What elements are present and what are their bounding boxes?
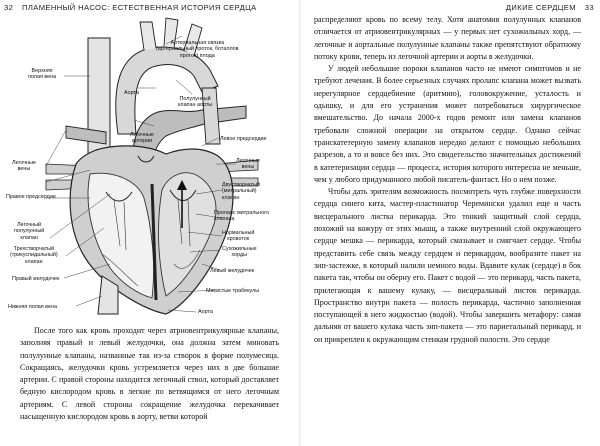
left-running-head-title: ПЛАМЕННЫЙ НАСОС: ЕСТЕСТВЕННАЯ ИСТОРИЯ СЕРДЦА <box>22 3 257 12</box>
label-superior-vena-cava: Верхняя полая вена <box>28 68 57 81</box>
label-tricuspid-valve: Трехстворчатый (трикуспидальный) клапан <box>10 246 58 265</box>
label-pulmonary-veins-left: Легочные вены <box>12 160 36 173</box>
label-mitral-valve-prolapse: Пролапс митрального клапана <box>214 210 269 223</box>
label-chordae-tendineae: Сухожильные хорды <box>222 246 257 259</box>
label-trabeculae: Мясистые трабекулы <box>206 288 260 294</box>
label-left-atrium: Левое предсердие <box>220 136 267 142</box>
label-aortic-semilunar-valve: Полулунный клапан аорты <box>178 96 213 109</box>
right-running-head-title: ДИКИЕ СЕРДЦЕМ <box>505 3 576 12</box>
right-body-text <box>314 14 581 346</box>
label-right-ventricle: Правый желудочек <box>12 276 60 282</box>
label-pulmonary-valve: Легочный полулунный клапан <box>14 222 45 241</box>
label-pulmonary-arteries: Легочные артерии <box>130 132 154 145</box>
label-aorta-top: Аорта <box>124 90 139 96</box>
label-left-ventricle: Левый желудочек <box>210 268 255 274</box>
label-normal-blood-flow: Нормальный кровоток <box>222 230 255 243</box>
right-page <box>300 0 600 446</box>
label-aorta-bottom: Аорта <box>198 309 213 315</box>
right-paragraph-2: У людей небольшие пороки клапанов часто не имеют симптомов и не требуют лечения. В более серьезных случаях пролапс клапана может вызвать нерегулярное сердцебиение (аритмию), головокружение, усталость и одышку, и для его устранения может потребоваться хирургическое вмешательство. До начала 2000-х годов ремонт или замена клапанов требовали сложной операции на открытом сердце. Однако сейчас транскатетерную замену клапанов нередко делают с помощью небольших разрезов, а то и вовсе без них. Это свидетельство значительных достижений в катетеризации сердца — процесса, история которого интересна не меньше, чем у любого придуманного любой писатель-фантаст. Но о нем позже. <box>314 64 581 184</box>
left-body-text <box>20 325 279 423</box>
left-paragraph-1: После того как кровь проходит через атриовентрикулярные клапаны, заполняя правый и левый желудочки, она должна затем миновать полулунные клапаны, названные так из-за створок в форме полумесяца. Сокращаясь, желудочки кровь устремляется через них в две большие артерии. С правой стороны находится легочный ствол, который доставляет бедную кислородом кровь в легкие по ветвящимся от него легочным артериям. С левой стороны сокращение желудочка перекачивает насыщенную кислородом кровь в аорту, ветви которой <box>20 326 279 422</box>
label-right-atrium: Правое предсердие <box>6 194 56 200</box>
label-ductus-arteriosus: Артериальная связка (артериальный проток, боталлов проток) плода <box>156 40 239 59</box>
right-paragraph-1: распределяют кровь по всему телу. Хотя анатомия полулунных клапанов отличается от атриовентрикулярных — у первых нет сухожильных хорд, — легочные и аортальные полулунные клапаны также препятствуют обратному потоку крови, теперь из легочной артерии и аорты в желудочки. <box>314 15 581 61</box>
label-mitral-valve: Двустворчатый (митральный) клапан <box>222 182 260 201</box>
label-pulmonary-veins-right: Легочные вены <box>236 158 260 171</box>
right-paragraph-3: Чтобы дать зрителям возможность посмотреть чуть глубже поверхности сердца синего кита, мастер-пластинатор Черемински удалил еще и часть висцерального листка перикарда. Это тонкий защитный слой сердца, похожий на кожуру от этих мышц, а также внутренний слой окружающего сердце мешка — перикарда, который смазывает и смягчает сердце. Чтобы представить себе связь между сердцем и перикардом, вообразите пакет на зип-застежке, в который налили немного воды. Вдавите кулак (сердце) в бок пакета так, чтобы он оберну его. Пакет с водой — это перикард, часть пакета, прилегающая к вашему кулаку, — висцеральный листок перикарда. Пространство внутри пакета — полость перикарда, частично заполненная поступающей в него жидкостью (водой). Чтобы завершить метафору: самая дальняя от вашего кулака часть зип-пакета — это париетальный перикард, и он прикреплен к окружающим стенкам грудной полости. Это сердце <box>314 187 581 344</box>
left-page-number: 32 <box>4 3 14 12</box>
label-inferior-vena-cava: Нижняя полая вена <box>8 304 57 310</box>
right-page-number: 33 <box>584 3 594 12</box>
heart-anatomy-figure <box>6 14 286 318</box>
